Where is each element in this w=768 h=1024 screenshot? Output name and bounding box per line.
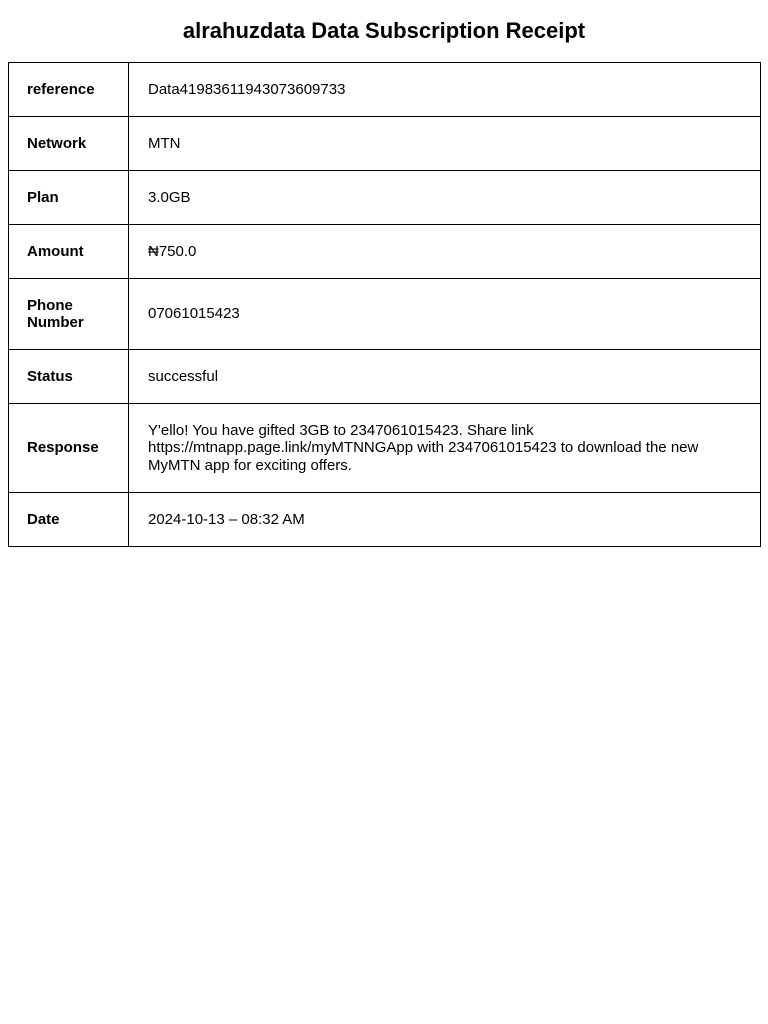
amount-value: ₦750.0 — [129, 225, 761, 279]
plan-label: Plan — [9, 171, 129, 225]
date-label: Date — [9, 493, 129, 547]
row-network — [9, 117, 761, 171]
row-reference — [9, 63, 761, 117]
reference-value: Data41983611943073609733 — [129, 63, 761, 117]
phone-number-label: Phone Number — [9, 279, 129, 350]
row-response — [9, 404, 761, 493]
row-phone-number — [9, 279, 761, 350]
status-value: successful — [129, 350, 761, 404]
status-label: Status — [9, 350, 129, 404]
response-label: Response — [9, 404, 129, 493]
amount-label: Amount — [9, 225, 129, 279]
phone-number-value: 07061015423 — [129, 279, 761, 350]
response-value: Y'ello! You have gifted 3GB to 2347061015423. Share link https://mtnapp.page.link/myMTNNGApp with 2347061015423 to download the new MyMTN app for exciting offers. — [129, 404, 761, 493]
row-date — [9, 493, 761, 547]
receipt-title: alrahuzdata Data Subscription Receipt — [182, 18, 586, 43]
row-amount — [9, 225, 761, 279]
row-plan — [9, 171, 761, 225]
date-value: 2024-10-13 – 08:32 AM — [129, 493, 761, 547]
network-label: Network — [9, 117, 129, 171]
network-value: MTN — [129, 117, 761, 171]
row-status — [9, 350, 761, 404]
reference-label: reference — [9, 63, 129, 117]
plan-value: 3.0GB — [129, 171, 761, 225]
receipt-table — [8, 62, 761, 547]
